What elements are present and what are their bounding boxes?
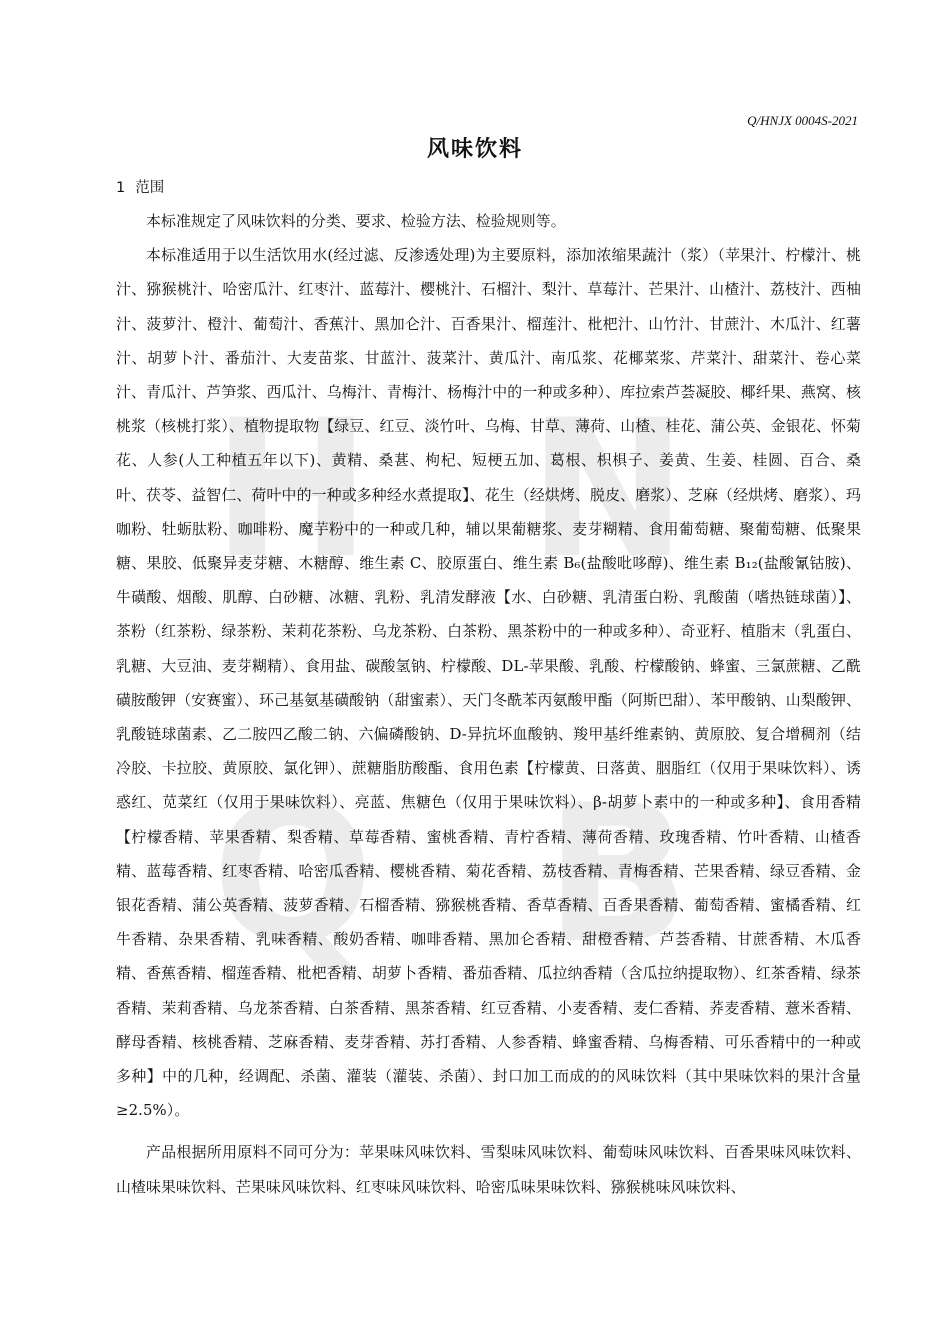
standard-code: Q/HNJX 0004S-2021 — [747, 113, 858, 128]
section-title: 范围 — [135, 180, 165, 196]
watermark-letter-n: N — [528, 379, 688, 600]
paragraph-classification: 产品根据所用原料不同可分为：苹果味风味饮料、雪梨味风味饮料、葡萄味风味饮料、百香果味风味饮料、山楂味果味饮料、芒果味风味饮料、红枣味风味饮料、哈密瓜味果味饮料、猕猴桃味风味饮料、 — [116, 1143, 861, 1196]
document-title: 风味饮料 — [426, 137, 523, 162]
section-heading — [116, 176, 164, 197]
watermark-letter-h: H — [212, 379, 372, 600]
paragraph-applicability: 本标准适用于以生活饮用水(经过滤、反渗透处理)为主要原料，添加浓缩果蔬汁（浆）（苹果汁、柠檬汁、桃汁、猕猴桃汁、哈密瓜汁、红枣汁、蓝莓汁、樱桃汁、石榴汁、梨汁、草莓汁、芒果汁、山楂汁、荔枝汁、西柚汁、菠萝汁、橙汁、葡萄汁、香蕉汁、黑加仑汁、百香果汁、榴莲汁、枇杷汁、山竹汁、甘蔗汁、木瓜汁、红薯汁、胡萝卜汁、番茄汁、大麦苗浆、甘蓝汁、菠菜汁、黄瓜汁、南瓜浆、花椰菜浆、芹菜汁、甜菜汁、卷心菜汁、青瓜汁、芦笋浆、西瓜汁、乌梅汁、青梅汁、杨梅汁中的一种或多种）、库拉索芦荟凝胶、椰纤果、燕窝、核桃浆（核桃打浆）、植物提取物【绿豆、红豆、淡竹叶、乌梅、甘草、薄荷、山楂、桂花、蒲公英、金银花、怀菊花、人参(人工种植五年以下)、黄精、桑葚、枸杞、短梗五加、葛根、枳椇子、姜黄、生姜、桂圆、百合、桑叶、茯苓、益智仁、荷叶中的一种或多种经水煮提取】、花生（经烘烤、脱皮、磨浆）、芝麻（经烘烤、磨浆）、玛咖粉、牡蛎肽粉、咖啡粉、魔芋粉中的一种或几种，辅以果葡糖浆、麦芽糊精、食用葡萄糖、聚葡萄糖、低聚果糖、果胶、低聚异麦芽糖、木糖醇、维生素 C、胶原蛋白、维生素 B₆(盐酸吡哆醇)、维生素 B₁₂(盐酸氰钴胺)、牛磺酸、烟酸、肌醇、白砂糖、冰糖、乳粉、乳清发酵液【水、白砂糖、乳清蛋白粉、乳酸菌（嗜热链球菌）】、茶粉（红茶粉、绿茶粉、茉莉花茶粉、乌龙茶粉、白茶粉、黑茶粉中的一种或多种）、奇亚籽、植脂末（乳蛋白、乳糖、大豆油、麦芽糊精）、食用盐、碳酸氢钠、柠檬酸、DL-苹果酸、乳酸、柠檬酸钠、蜂蜜、三氯蔗糖、乙酰磺胺酸钾（安赛蜜）、环己基氨基磺酸钠（甜蜜素）、天门冬酰苯丙氨酸甲酯（阿斯巴甜）、苯甲酸钠、山梨酸钾、乳酸链球菌素、乙二胺四乙酸二钠、六偏磷酸钠、D-异抗坏血酸钠、羧甲基纤维素钠、黄原胶、复合增稠剂（结冷胶、卡拉胶、黄原胶、氯化钾）、蔗糖脂肪酸酯、食用色素【柠檬黄、日落黄、胭脂红（仅用于果味饮料）、诱惑红、苋菜红（仅用于果味饮料）、亮蓝、焦糖色（仅用于果味饮料）、β-胡萝卜素中的一种或多种】、食用香精【柠檬香精、苹果香精、梨香精、草莓香精、蜜桃香精、青柠香精、薄荷香精、玫瑰香精、竹叶香精、山楂香精、蓝莓香精、红枣香精、哈密瓜香精、樱桃香精、菊花香精、荔枝香精、青梅香精、芒果香精、绿豆香精、金银花香精、蒲公英香精、菠萝香精、石榴香精、猕猴桃香精、香草香精、百香果香精、葡萄香精、蜜橘香精、红牛香精、杂果香精、乳味香精、酸奶香精、咖啡香精、黑加仑香精、甜橙香精、芦荟香精、甘蔗香精、木瓜香精、香蕉香精、榴莲香精、枇杷香精、胡萝卜香精、番茄香精、瓜拉纳香精（含瓜拉纳提取物）、红茶香精、绿茶香精、茉莉香精、乌龙茶香精、白茶香精、黑茶香精、红豆香精、小麦香精、麦仁香精、荞麦香精、薏米香精、酵母香精、核桃香精、芝麻香精、麦芽香精、苏打香精、人参香精、蜂蜜香精、乌梅香精、可乐香精中的一种或多种】中的几种，经调配、杀菌、灌装（灌装、杀菌）、封口加工而成的的风味饮料（其中果味饮料的果汁含量≥2.5%）。 — [116, 246, 861, 1120]
paragraph-scope-intro: 本标准规定了风味饮料的分类、要求、检验方法、检验规则等。 — [146, 212, 566, 230]
watermark-letter-b: B — [545, 764, 690, 985]
watermark-letter-q: Q — [212, 764, 374, 985]
section-number: 1 — [116, 180, 126, 196]
section-body — [116, 204, 861, 1204]
